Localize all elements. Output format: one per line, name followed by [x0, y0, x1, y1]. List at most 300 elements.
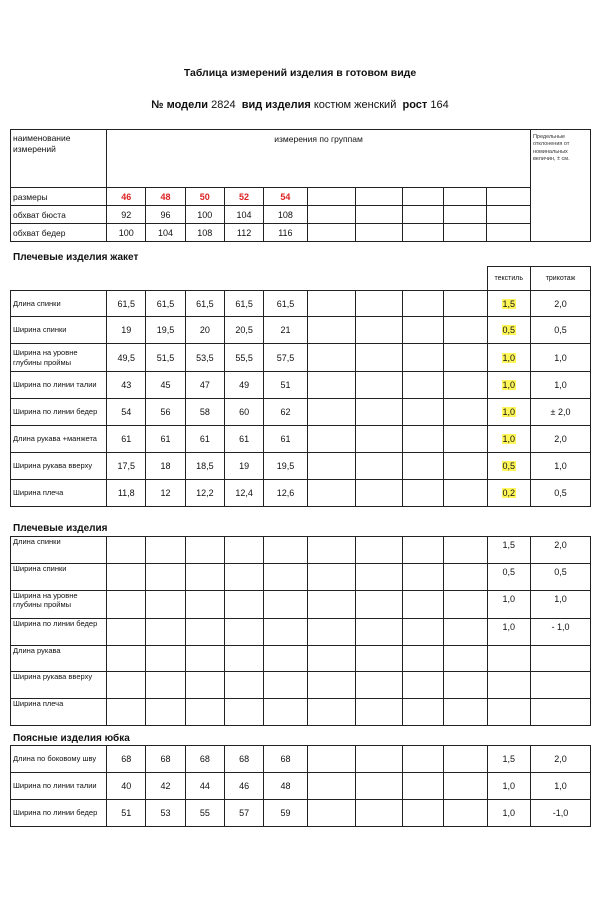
measurement-value-text: 68 [199, 754, 210, 764]
measurement-value [185, 773, 224, 800]
empty-cell [444, 773, 487, 800]
empty-cell [356, 746, 403, 773]
measurement-value-text: 12,2 [196, 488, 214, 498]
table-row [11, 344, 591, 372]
empty-cell [264, 699, 307, 726]
empty-cell [444, 267, 487, 291]
textile-tolerance [487, 399, 530, 426]
table-row [11, 188, 591, 206]
measurement-value-text: 68 [239, 754, 250, 764]
empty-cell [307, 646, 356, 672]
measurement-value [107, 773, 146, 800]
row-label [11, 224, 107, 242]
empty-cell [146, 672, 185, 699]
measurement-value [185, 399, 224, 426]
empty-cell [307, 746, 356, 773]
table-row [11, 773, 591, 800]
textile-tolerance [487, 537, 530, 564]
textile-tolerance-text: 0,5 [502, 567, 516, 577]
textile-column-header-text: текстиль [494, 275, 524, 282]
measurement-value-text: 57,5 [276, 352, 295, 363]
measurement-value [107, 399, 146, 426]
measurement-value [185, 746, 224, 773]
knit-tolerance [530, 619, 590, 646]
knit-tolerance [530, 699, 590, 726]
empty-cell [264, 646, 307, 672]
measurement-value-text: 19 [121, 325, 132, 335]
empty-cell [356, 646, 403, 672]
empty-cell [444, 291, 487, 317]
measurement-value-text: 20 [199, 325, 210, 335]
height-value: 164 [430, 99, 449, 111]
measurement-value [264, 399, 307, 426]
empty-cell [185, 537, 224, 564]
measurement-label-text: Ширина на уровне глубины проймы [13, 591, 78, 610]
measurement-value [107, 372, 146, 399]
empty-cell [356, 399, 403, 426]
textile-tolerance-text: 1,0 [502, 434, 516, 444]
measurement-value [146, 399, 185, 426]
empty-cell [307, 188, 356, 206]
measurement-value [224, 426, 263, 453]
measurement-value [264, 206, 307, 224]
measurement-value [224, 291, 263, 317]
empty-cell [356, 699, 403, 726]
size-value-text: 48 [160, 191, 171, 202]
size-value [264, 188, 307, 206]
measurement-value [224, 480, 263, 507]
jacket-table [10, 266, 591, 507]
measurement-value [185, 224, 224, 242]
empty-cell [307, 800, 356, 827]
knit-tolerance [530, 591, 590, 619]
measurement-value-text: 108 [277, 209, 293, 220]
measurement-label [11, 564, 107, 591]
empty-cell [356, 480, 403, 507]
measurement-value [107, 224, 146, 242]
textile-tolerance-text: 0,5 [502, 461, 516, 471]
measurement-value-text: 108 [197, 227, 213, 238]
measurement-value-text: 68 [121, 754, 132, 764]
measurement-label [11, 672, 107, 699]
empty-cell [185, 699, 224, 726]
textile-tolerance [487, 773, 530, 800]
measurement-value [224, 372, 263, 399]
table-row [11, 537, 591, 564]
empty-cell [402, 453, 443, 480]
measurement-value-text: 112 [236, 227, 252, 238]
model-label: № модели [151, 99, 209, 111]
measurement-label [11, 426, 107, 453]
measurement-label-text: Ширина спинки [13, 564, 67, 573]
empty-cell [307, 537, 356, 564]
empty-cell [444, 224, 487, 242]
knit-tolerance-text: 1,0 [554, 380, 567, 390]
measurement-label [11, 344, 107, 372]
empty-cell [224, 672, 263, 699]
measurement-value [185, 317, 224, 344]
empty-cell [307, 591, 356, 619]
tolerance-note-header [530, 130, 590, 242]
textile-tolerance [487, 699, 530, 726]
groups-column-header [107, 130, 531, 188]
empty-cell [146, 699, 185, 726]
measurement-label-text: Ширина по линии бедер [13, 407, 98, 417]
measurement-label-text: Длина спинки [13, 537, 61, 546]
knit-tolerance [530, 426, 590, 453]
measurement-value-text: 11,8 [117, 488, 135, 498]
textile-tolerance [487, 619, 530, 646]
table-row [11, 291, 591, 317]
empty-cell [444, 746, 487, 773]
measurement-value [224, 453, 263, 480]
measurement-value-text: 92 [121, 209, 132, 220]
row-label [11, 206, 107, 224]
empty-cell [356, 426, 403, 453]
measurement-value-text: 53,5 [196, 352, 214, 363]
measurement-value [224, 746, 263, 773]
empty-cell [264, 619, 307, 646]
textile-tolerance [487, 746, 530, 773]
textile-tolerance [487, 480, 530, 507]
empty-cell [444, 399, 487, 426]
measurement-value-text: 61 [160, 434, 171, 444]
empty-cell [307, 344, 356, 372]
measurement-value [185, 206, 224, 224]
measurement-value [146, 291, 185, 317]
empty-cell [307, 372, 356, 399]
measurement-value [264, 291, 307, 317]
table-row [11, 453, 591, 480]
measurement-value [264, 800, 307, 827]
measurement-value-text: 21 [280, 325, 291, 335]
measurement-value-text: 61 [121, 434, 132, 444]
table-row [11, 399, 591, 426]
table-row [11, 672, 591, 699]
empty-cell [444, 453, 487, 480]
textile-tolerance-text: 1,0 [502, 781, 516, 791]
empty-cell [444, 372, 487, 399]
textile-tolerance [487, 453, 530, 480]
empty-cell [307, 699, 356, 726]
empty-cell [307, 291, 356, 317]
measurement-value-text: 100 [197, 209, 213, 220]
measurement-value [146, 224, 185, 242]
measurement-value [107, 800, 146, 827]
measurement-value [146, 372, 185, 399]
empty-cell [444, 800, 487, 827]
sizes-table [10, 129, 591, 242]
measurement-label-text: Ширина на уровне глубины проймы [13, 348, 78, 367]
measurement-value-text: 116 [278, 227, 293, 238]
measurement-label [11, 317, 107, 344]
size-value [185, 188, 224, 206]
groups-column-header-text: измерения по группам [274, 134, 363, 144]
measurement-value [146, 773, 185, 800]
textile-tolerance [487, 291, 530, 317]
empty-cell [264, 591, 307, 619]
empty-cell [402, 619, 443, 646]
empty-cell [402, 224, 443, 242]
textile-column-header [487, 267, 530, 291]
measurement-label [11, 591, 107, 619]
knit-tolerance-text: 2,0 [554, 298, 567, 309]
measurement-value [264, 453, 307, 480]
measurement-value-text: 53 [160, 808, 171, 818]
empty-cell [11, 267, 107, 291]
measurement-value [107, 291, 146, 317]
empty-cell [107, 267, 146, 291]
measurement-value [264, 224, 307, 242]
empty-cell [356, 564, 403, 591]
empty-cell [185, 267, 224, 291]
knit-tolerance-text: 0,5 [554, 325, 567, 335]
measurement-value-text: 20,5 [235, 325, 253, 335]
empty-cell [146, 646, 185, 672]
measurement-value [107, 344, 146, 372]
size-value [107, 188, 146, 206]
empty-cell [307, 619, 356, 646]
empty-cell [185, 672, 224, 699]
textile-tolerance-text: 1,5 [502, 298, 516, 309]
row-label [11, 188, 107, 206]
table-row [11, 206, 591, 224]
empty-cell [224, 564, 263, 591]
measurement-value [146, 480, 185, 507]
textile-tolerance [487, 646, 530, 672]
empty-cell [402, 344, 443, 372]
empty-cell [185, 619, 224, 646]
empty-cell [402, 317, 443, 344]
name-column-header [11, 130, 107, 188]
measurement-value-text: 62 [280, 407, 291, 417]
size-value-text: 54 [280, 191, 291, 202]
measurement-label [11, 619, 107, 646]
empty-cell [402, 564, 443, 591]
table-row [11, 699, 591, 726]
jacket-section-title: Плечевые изделия жакет [13, 252, 139, 263]
knit-tolerance-text: 2,0 [554, 540, 567, 550]
measurement-value [107, 317, 146, 344]
empty-cell [356, 591, 403, 619]
empty-cell [307, 267, 356, 291]
empty-cell [487, 206, 531, 224]
size-value-text: 46 [121, 191, 132, 202]
measurement-value-text: 61,5 [235, 298, 253, 309]
measurement-value-text: 58 [199, 407, 210, 417]
empty-cell [356, 537, 403, 564]
measurement-value-text: 51 [121, 808, 132, 818]
textile-tolerance [487, 317, 530, 344]
textile-tolerance [487, 564, 530, 591]
empty-cell [264, 564, 307, 591]
table-row [11, 267, 591, 291]
measurement-value [146, 206, 185, 224]
measurement-value-text: 45 [160, 380, 171, 390]
empty-cell [402, 480, 443, 507]
empty-cell [356, 317, 403, 344]
knit-column-header-text: трикотаж [545, 275, 576, 282]
empty-cell [356, 267, 403, 291]
knit-tolerance-text: 0,5 [554, 567, 567, 577]
empty-cell [444, 480, 487, 507]
knit-tolerance [530, 291, 590, 317]
measurement-label [11, 537, 107, 564]
measurement-value-text: 42 [160, 781, 171, 791]
knit-tolerance [530, 399, 590, 426]
measurement-value [224, 773, 263, 800]
measurement-value [224, 800, 263, 827]
measurement-label [11, 453, 107, 480]
measurement-value-text: 19 [239, 461, 250, 471]
empty-cell [402, 426, 443, 453]
measurement-value [146, 453, 185, 480]
empty-cell [146, 591, 185, 619]
measurement-value [224, 206, 263, 224]
table-row [11, 224, 591, 242]
empty-cell [307, 564, 356, 591]
measurement-value-text: 54 [121, 407, 132, 417]
size-value [224, 188, 263, 206]
empty-cell [402, 646, 443, 672]
table-row [11, 426, 591, 453]
empty-cell [264, 672, 307, 699]
measurement-value [146, 317, 185, 344]
table-row [11, 591, 591, 619]
document-subtitle [0, 99, 600, 111]
empty-cell [356, 188, 403, 206]
knit-tolerance [530, 773, 590, 800]
skirt-section-title: Поясные изделия юбка [13, 733, 130, 744]
textile-tolerance [487, 800, 530, 827]
measurement-label-text: Ширина по линии талии [13, 380, 97, 390]
empty-cell [107, 537, 146, 564]
knit-tolerance [530, 344, 590, 372]
measurement-value-text: 61 [280, 434, 291, 444]
empty-cell [444, 188, 487, 206]
empty-cell [107, 564, 146, 591]
measurement-value-text: 19,5 [276, 461, 295, 471]
measurement-value-text: 40 [121, 781, 132, 791]
empty-cell [402, 746, 443, 773]
model-value: 2824 [211, 99, 236, 111]
measurement-value [107, 746, 146, 773]
measurement-value-text: 68 [160, 754, 171, 764]
empty-cell [185, 646, 224, 672]
empty-cell [224, 537, 263, 564]
measurement-value-text: 18 [160, 461, 171, 471]
empty-cell [444, 537, 487, 564]
measurement-value-text: 59 [280, 808, 291, 818]
measurement-value-text: 61 [239, 434, 250, 444]
measurement-label-text: Длина по боковому шву [13, 754, 97, 764]
measurement-value-text: 104 [158, 227, 174, 238]
measurement-value [185, 426, 224, 453]
empty-cell [146, 564, 185, 591]
empty-cell [356, 291, 403, 317]
table-row [11, 619, 591, 646]
empty-cell [307, 480, 356, 507]
empty-cell [444, 344, 487, 372]
empty-cell [356, 206, 403, 224]
empty-cell [107, 699, 146, 726]
measurement-value-text: 49 [239, 380, 250, 390]
empty-cell [444, 619, 487, 646]
textile-tolerance-text: 1,0 [502, 594, 516, 604]
knit-tolerance-text: - 1,0 [551, 622, 570, 632]
measurement-value-text: 46 [239, 781, 250, 791]
measurement-value-text: 43 [121, 380, 132, 390]
empty-cell [444, 646, 487, 672]
measurement-value-text: 18,5 [196, 461, 214, 471]
empty-cell [356, 800, 403, 827]
measurement-value-text: 61,5 [196, 298, 214, 309]
empty-cell [402, 188, 443, 206]
textile-tolerance-text: 0,5 [502, 325, 516, 335]
knit-tolerance-text: ± 2,0 [550, 407, 571, 417]
knit-tolerance-text: 1,0 [554, 352, 567, 363]
tolerance-note-header-text: Предельные отклонения от номинальных величин, ± см. [532, 134, 570, 163]
empty-cell [224, 699, 263, 726]
textile-tolerance-text: 1,5 [502, 754, 516, 764]
knit-tolerance [530, 453, 590, 480]
measurement-value [264, 372, 307, 399]
knit-tolerance-text: 1,0 [554, 594, 567, 604]
measurement-value-text: 55 [199, 808, 210, 818]
measurement-value [107, 426, 146, 453]
empty-cell [224, 646, 263, 672]
shoulder-table [10, 536, 591, 726]
measurement-label-text: Ширина по линии бедер [13, 619, 98, 628]
empty-cell [402, 267, 443, 291]
document-title: Таблица измерений изделия в готовом виде [183, 67, 417, 79]
measurement-value [264, 480, 307, 507]
empty-cell [402, 537, 443, 564]
empty-cell [224, 619, 263, 646]
knit-tolerance-text: 1,0 [554, 781, 567, 791]
row-label-text: обхват бедер [13, 227, 66, 238]
measurement-value-text: 49,5 [117, 352, 136, 363]
empty-cell [307, 399, 356, 426]
measurement-label [11, 399, 107, 426]
measurement-label-text: Ширина плеча [13, 488, 64, 498]
textile-tolerance-text: 1,0 [502, 380, 516, 390]
empty-cell [444, 699, 487, 726]
empty-cell [356, 773, 403, 800]
textile-tolerance-text: 1,0 [502, 622, 516, 632]
measurement-label-text: Ширина рукава вверху [13, 461, 93, 471]
empty-cell [402, 399, 443, 426]
empty-cell [146, 619, 185, 646]
measurement-value-text: 100 [118, 227, 134, 238]
measurement-label [11, 746, 107, 773]
empty-cell [402, 699, 443, 726]
row-label-text: обхват бюста [13, 209, 66, 220]
measurement-label [11, 480, 107, 507]
row-label-text: размеры [13, 191, 48, 202]
textile-tolerance-text: 1,0 [502, 407, 516, 417]
empty-cell [444, 672, 487, 699]
empty-cell [356, 372, 403, 399]
measurement-label-text: Длина рукава +манжета [13, 434, 97, 444]
textile-tolerance-text: 1,0 [502, 808, 516, 818]
empty-cell [185, 591, 224, 619]
empty-cell [307, 672, 356, 699]
measurement-value-text: 12,6 [276, 488, 295, 498]
size-value-text: 52 [239, 191, 250, 202]
knit-tolerance-text: 2,0 [554, 754, 567, 764]
knit-tolerance [530, 537, 590, 564]
